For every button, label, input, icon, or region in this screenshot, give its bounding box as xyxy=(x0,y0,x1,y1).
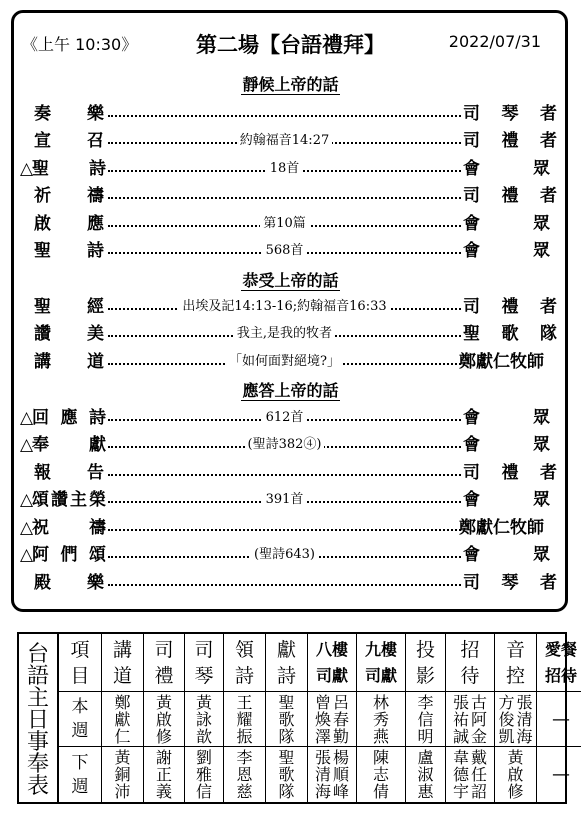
order-item-note: 391首 xyxy=(108,490,461,510)
order-item-leader: 司 禮 者 xyxy=(463,131,557,151)
leader-dots xyxy=(108,197,461,199)
order-item: (聖詩382④) △ 奉 獻 會 眾 xyxy=(20,432,557,458)
duty-header-cell: 項 目 xyxy=(59,634,101,692)
duty-this-week-cell: — xyxy=(537,692,581,747)
duty-header-cell: 愛餐 招待 xyxy=(537,634,581,692)
order-item: 奏 樂 司 琴 者 xyxy=(20,101,557,127)
order-item: 568首 聖 詩 會 眾 xyxy=(20,238,557,264)
order-item: 18首 △ 聖 詩 會 眾 xyxy=(20,156,557,182)
duty-header-cell: 音 控 xyxy=(495,634,536,692)
order-item-note: 約翰福音14:27 xyxy=(108,131,461,151)
order-item: △ 祝 禱 鄭獻仁牧師 xyxy=(20,515,557,541)
order-item-marker: △ xyxy=(20,545,34,565)
order-item-note: 第10篇 xyxy=(108,214,461,234)
order-item-leader: 會 眾 xyxy=(463,408,550,428)
order-item-leader: 會 眾 xyxy=(463,159,550,179)
order-item: 祈 禱 司 禮 者 xyxy=(20,183,557,209)
duty-column xyxy=(144,634,185,802)
duty-this-week-cell: 聖 歌 隊 xyxy=(266,692,307,747)
duty-header-cell: 九樓 司獻 xyxy=(357,634,405,692)
duty-column xyxy=(266,634,308,802)
section-title: 靜候上帝的話 xyxy=(242,75,339,94)
order-item-leader: 會 眾 xyxy=(463,435,550,455)
duty-next-week-cell: 楊 順 峰 張 清 海 xyxy=(314,748,350,801)
order-item: 出埃及記14:13-16;約翰福音16:33 聖 經 司 禮 者 xyxy=(20,294,557,320)
duty-this-week-cell: 黃 詠 歆 xyxy=(185,692,223,747)
order-item-note: (聖詩643) xyxy=(108,545,461,565)
duty-header-cell: 八樓 司獻 xyxy=(308,634,356,692)
duty-next-week-cell: 戴 任 詔 韋 德 宇 xyxy=(452,748,488,801)
order-item-note: (聖詩382④) xyxy=(108,435,461,455)
order-item-marker: △ xyxy=(20,159,34,179)
order-item-leader: 會 眾 xyxy=(463,545,550,565)
order-item-leader: 司 禮 者 xyxy=(463,297,557,317)
duty-this-week-cell: 呂 春 勤 曾 煥 澤 xyxy=(308,692,356,747)
order-item-note: 612首 xyxy=(108,408,461,428)
duty-next-week-cell: 陳 志 倩 xyxy=(372,748,389,801)
duty-this-week-cell: 鄭 獻 仁 xyxy=(102,692,143,747)
duty-column xyxy=(406,634,446,802)
duty-header-cell: 司 琴 xyxy=(185,634,223,692)
duty-roster-title: 台 語 主 日 事 奉 表 xyxy=(19,634,59,802)
section-title: 應答上帝的話 xyxy=(242,381,339,400)
duty-this-week-cell: 張 清 海 方 俊 凱 xyxy=(495,692,536,747)
duty-column xyxy=(59,634,102,802)
order-item-leader: 鄭獻仁牧師 xyxy=(459,352,544,372)
duty-this-week-cell: 林 秀 燕 xyxy=(357,692,405,747)
duty-header-cell: 招 待 xyxy=(446,634,494,692)
order-item: 第10篇 啟 應 會 眾 xyxy=(20,211,557,237)
order-item-leader: 司 琴 者 xyxy=(463,573,557,593)
duty-next-week-cell: 黃 銅 沛 xyxy=(114,748,131,801)
duty-header-cell: 投 影 xyxy=(406,634,445,692)
order-item-leader: 司 琴 者 xyxy=(463,104,557,124)
duty-column xyxy=(537,634,581,802)
duty-this-week-cell: 黃 啟 修 xyxy=(144,692,184,747)
duty-next-week-cell: 劉 雅 信 xyxy=(195,748,212,801)
order-item: 報 告 司 禮 者 xyxy=(20,460,557,486)
order-item-marker: △ xyxy=(20,435,34,455)
duty-next-week-cell: 李 恩 慈 xyxy=(236,748,253,801)
leader-dots xyxy=(108,474,461,476)
duty-column xyxy=(446,634,495,802)
duty-next-week-cell: 黃 啟 修 xyxy=(507,748,524,801)
duty-next-week-cell: 謝 正 義 xyxy=(155,748,172,801)
duty-this-week-cell: 李 信 明 xyxy=(406,692,445,747)
order-item-note: 18首 xyxy=(108,159,461,179)
order-item-note: 568首 xyxy=(108,241,461,261)
order-item-leader: 會 眾 xyxy=(463,241,550,261)
duty-this-week-cell: 王 耀 振 xyxy=(224,692,265,747)
duty-this-week-cell: 古 阿 金 張 祐 誠 xyxy=(446,692,494,747)
order-item: 我主,是我的牧者 讚 美 聖 歌 隊 xyxy=(20,321,557,347)
order-item-leader: 聖 歌 隊 xyxy=(463,324,557,344)
order-item-marker: △ xyxy=(20,490,34,510)
order-item-marker: △ xyxy=(20,518,34,538)
order-item-leader: 鄭獻仁牧師 xyxy=(459,518,544,538)
service-date: 2022/07/31 xyxy=(448,32,541,51)
order-item-note: 「如何面對絕境?」 xyxy=(108,352,461,372)
duty-next-week-cell: 聖 歌 隊 xyxy=(278,748,295,801)
duty-next-week-cell: 盧 淑 惠 xyxy=(417,748,434,801)
duty-this-week-cell: 本 週 xyxy=(59,692,101,747)
order-item-note: 出埃及記14:13-16;約翰福音16:33 xyxy=(108,297,461,317)
duty-header-cell: 司 禮 xyxy=(144,634,184,692)
duty-column xyxy=(224,634,266,802)
section-title: 恭受上帝的話 xyxy=(242,271,339,290)
leader-dots xyxy=(108,529,461,531)
duty-header-cell: 獻 詩 xyxy=(266,634,307,692)
order-item-leader: 司 禮 者 xyxy=(463,463,557,483)
leader-dots xyxy=(108,115,461,117)
order-item: 391首 △ 頌 讚 主 榮 會 眾 xyxy=(20,487,557,513)
order-item: 612首 △ 回 應 詩 會 眾 xyxy=(20,405,557,431)
duty-header-cell: 講 道 xyxy=(102,634,143,692)
leader-dots xyxy=(108,584,461,586)
order-item: 約翰福音14:27 宣 召 司 禮 者 xyxy=(20,128,557,154)
duty-next-week-cell: 下 週 xyxy=(71,752,89,797)
order-item: 殿 樂 司 琴 者 xyxy=(20,570,557,596)
duty-roster-table xyxy=(17,632,577,804)
duty-column xyxy=(102,634,144,802)
duty-column xyxy=(495,634,537,802)
order-item: (聖詩643) △ 阿 們 頌 會 眾 xyxy=(20,542,557,568)
order-item: 「如何面對絕境?」 講 道 鄭獻仁牧師 xyxy=(20,349,557,375)
order-item-marker: △ xyxy=(20,408,34,428)
duty-column xyxy=(357,634,406,802)
order-item-leader: 會 眾 xyxy=(463,214,550,234)
service-time: 《上午 10:30》 xyxy=(22,35,138,54)
order-item-leader: 會 眾 xyxy=(463,490,550,510)
duty-column xyxy=(308,634,357,802)
order-item-leader: 司 禮 者 xyxy=(463,186,557,206)
duty-header-cell: 領 詩 xyxy=(224,634,265,692)
duty-next-week-cell: — xyxy=(552,764,570,785)
service-title: 第二場【台語禮拜】 xyxy=(196,33,385,57)
order-item-note: 我主,是我的牧者 xyxy=(108,324,461,344)
duty-column xyxy=(185,634,224,802)
